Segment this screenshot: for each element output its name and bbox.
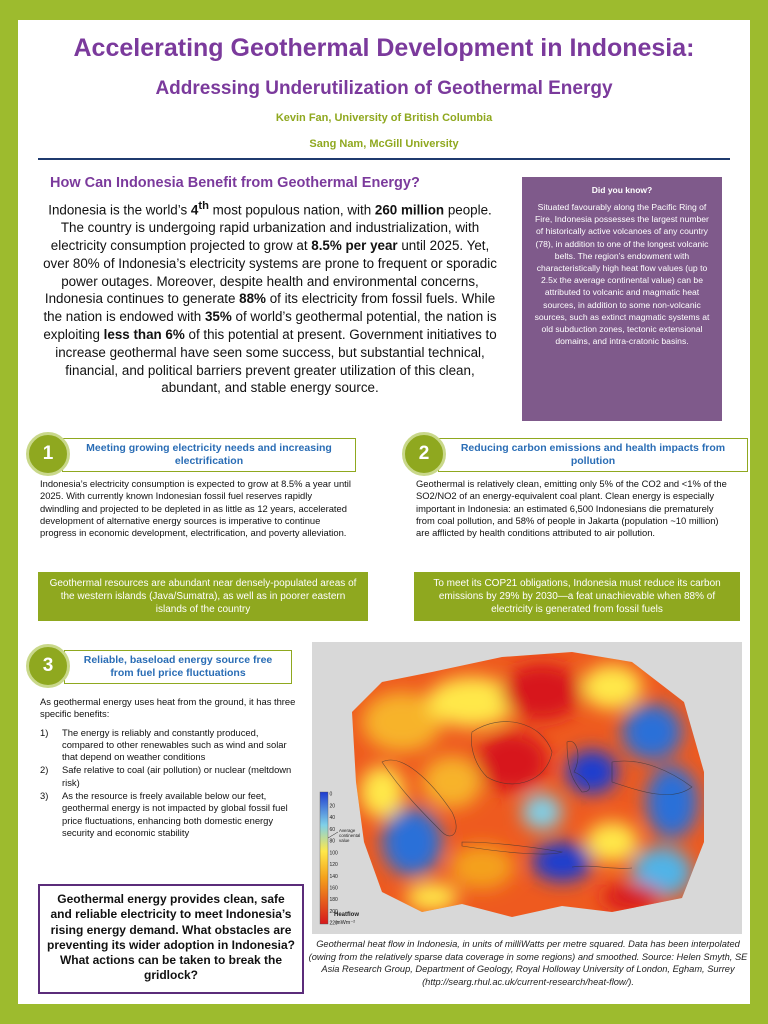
section1-heading: Meeting growing electricity needs and increasing electrification [62,438,356,472]
intro-rank: 4 [190,202,199,218]
legend-unit: mWm⁻² [336,920,356,926]
poster-title: Accelerating Geothermal Development in Indonesia: [73,34,695,62]
scale-tick-label: 220 [329,920,338,927]
intro-text-1b: most populous nation, with [208,202,375,218]
intro-text-1: Indonesia is the world’s [48,202,191,218]
heatflow-map [312,642,742,934]
section2-heading: Reducing carbon emissions and health impacts from pollution [438,438,748,472]
intro-rank-suffix: th [198,200,209,212]
benefit-text: The energy is reliably and constantly produced, compared to other renewables such as wind and solar that depend on weather conditions [62,726,287,763]
scale-tick-label: 180 [329,897,338,904]
intro-text-4: of its electricity from fossil fuels. While the nation is endowed with [43,291,496,325]
scale-tick-label: 160 [329,885,338,892]
section2-body: Geothermal is relatively clean, emitting only 5% of the CO2 and <1% of the SO2/NO2 of an energy-equivalent coal plant. Clean energy is especially important in Indonesia: an estimated 6,500 Indonesians die prematurely from coal pollution, and 58% of people in Jakarta (population ~10 million) are afflicted by health conditions attributed to air pollution. [416,478,727,539]
section1-highlight: Geothermal resources are abundant near densely-populated areas of the western islands (Java/Sumatra), as well as in poorer eastern islands of the country [38,572,368,621]
benefit-item [40,764,302,789]
call-to-action-box: Geothermal energy provides clean, safe and reliable electricity to meet Indonesia’s rising energy demand. What obstacles are preventing its wider adoption in Indonesia? What actions can be taken to break the gridlock? [38,884,304,994]
scale-tick-label: 140 [329,873,338,880]
benefit-number: 1) [40,726,49,738]
avg-continental-label: Average continental value [339,828,361,843]
section1-number-badge: 1 [26,432,70,476]
scale-tick-label: 200 [329,908,338,915]
color-scale [320,792,328,924]
did-you-know-title: Did you know? [591,185,653,195]
intro-text-5: of world’s geothermal potential, the nation is exploiting [43,309,497,343]
did-you-know-box [522,177,722,421]
intro-population: 260 million [374,202,445,218]
intro-text-3: until 2025. Yet, over 80% of Indonesia’s electricity systems are prone to frequent or sporadic power outages. Moreover, despite health and environmental concerns, Indonesia continues to generate [43,238,497,307]
header-divider [38,158,730,160]
benefit-text: Safe relative to coal (air pollution) or nuclear (meltdown risk) [62,764,292,788]
scale-tick-label: 120 [329,862,338,869]
section3-number-badge: 3 [26,644,70,688]
scale-tick-label: 0 [329,791,333,798]
scale-tick-label: 40 [329,815,336,822]
author-2: Sang Nam, McGill University [309,138,459,150]
section1-body: Indonesia’s electricity consumption is expected to grow at 8.5% a year until 2025. With currently known Indonesian fossil fuel reserves rapidly dwindling and projected to be depleted in as little as 12 years, accelerated development of alternative energy sources is imperative to continue progress in economic development, electrification, and poverty alleviation. [40,478,351,539]
section3-heading: Reliable, baseload energy source free from fuel price fluctuations [64,650,292,684]
benefit-number: 3) [40,790,49,802]
scale-tick-label: 80 [329,838,336,845]
section2-highlight: To meet its COP21 obligations, Indonesia must reduce its carbon emissions by 29% by 2030—a feat unachievable when 88% of electricity is generated from fossil fuels [414,572,740,621]
intro-text-6: of this potential at present. Government initiatives to increase geothermal have seen some success, but substantial technical, financial, and political barriers prevent greater utilization of this clean, abundant, and stable energy source. [55,327,497,396]
poster [18,20,750,1004]
benefit-text: As the resource is freely available below our feet, geothermal energy is not impacted by global fossil fuel price fluctuations, enhancing both domestic energy security and economic stability [62,790,288,838]
section2-number-badge: 2 [402,432,446,476]
section3-intro: As geothermal energy uses heat from the ground, it has three specific benefits: [40,696,296,720]
benefit-item [40,790,302,839]
section3-body [40,696,302,840]
map-caption: Geothermal heat flow in Indonesia, in units of milliWatts per metre squared. Data has been interpolated (owing from the relatively sparse data coverage in some regions) and smoothed. Source: Helen Smyth, SE Asia Research Group, Department of Geology, Royal Holloway University of London, Egham, Surrey (http://searg.rhul.ac.uk/current-research/heat-flow/). [308,939,748,987]
legend-title: Heatflow [334,912,360,918]
intro-heading: How Can Indonesia Benefit from Geothermal Energy? [50,175,420,191]
intro-potential-share: 35% [204,309,232,325]
heatflow-map-svg [312,642,742,934]
scale-tick-label: 100 [329,850,338,857]
poster-subtitle: Addressing Underutilization of Geothermal Energy [155,78,613,99]
intro-exploited-share: less than 6% [103,327,185,343]
scale-tick-label: 60 [329,826,336,833]
intro-growth: 8.5% per year [311,238,398,254]
intro-paragraph [36,198,504,397]
did-you-know-body: Situated favourably along the Pacific Ring of Fire, Indonesia possesses the largest number of historically active volcanoes of any country (78), in addition to one of the longest volcanic belts. The region’s endowment with characteristically high heat flow values (up to 2.5x the average continental value) can be attributed to volcanic and magmatic heat sources, in addition to some non-volcanic sources, such as extinct magmatic systems at old subduction zones, tectonic extensional domains, and intra-cratonic basins. [534,202,710,347]
author-1: Kevin Fan, University of British Columbia [275,112,493,124]
scale-tick-label: 20 [329,803,336,810]
benefit-number: 2) [40,764,49,776]
benefits-list [40,727,302,840]
intro-fossil-share: 88% [239,291,266,307]
intro-text-2: people. The country is undergoing rapid urbanization and industrialization, with electricity consumption projected to grow at [50,202,492,254]
benefit-item [40,727,302,764]
